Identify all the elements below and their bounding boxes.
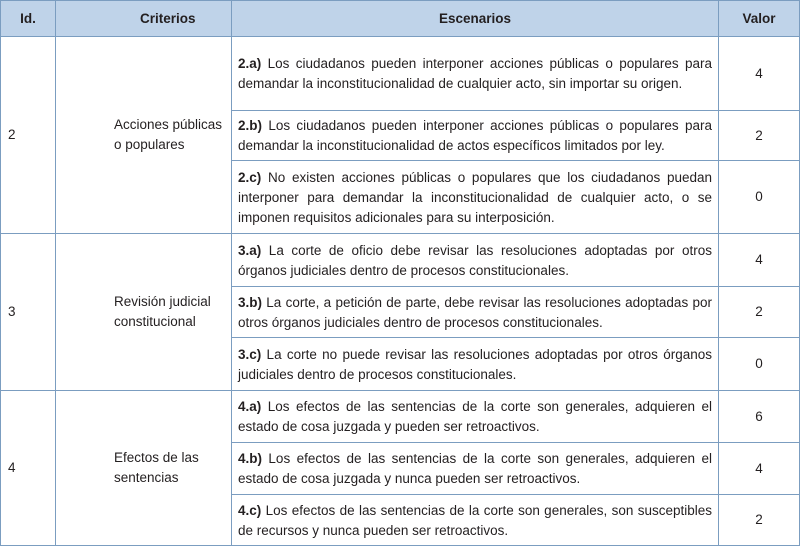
scenario-code: 3.b) xyxy=(238,294,263,310)
scenario-cell xyxy=(232,338,719,391)
scenario-code: 3.c) xyxy=(238,346,262,362)
value-cell: 4 xyxy=(719,234,800,287)
scenario-text: Los ciudadanos pueden interponer acciones públicas o populares para demandar la inconstitucionalidad de cualquier acto, sin importar su origen. xyxy=(238,56,712,91)
scenario-code: 3.a) xyxy=(238,242,262,258)
value-cell: 2 xyxy=(719,495,800,546)
group-id-cell: 4 xyxy=(1,391,56,546)
scenario-text: Los efectos de las sentencias de la corte son generales, adquieren el estado de cosa juzgada y pueden ser retroactivos. xyxy=(238,399,712,434)
scenario-text: La corte, a petición de parte, debe revisar las resoluciones adoptadas por otros órganos judiciales dentro de procesos constitucionales. xyxy=(238,294,712,330)
scenario-cell xyxy=(232,234,719,287)
scenario-code: 4.a) xyxy=(238,399,262,414)
header-row xyxy=(1,1,800,37)
scenario-text: La corte no puede revisar las resoluciones adoptadas por otros órganos judiciales dentro de procesos constitucionales. xyxy=(238,346,712,382)
table-row xyxy=(1,234,800,287)
scenario-text: La corte de oficio debe revisar las resoluciones adoptadas por otros órganos judiciales dentro de procesos constitucionales. xyxy=(238,242,712,278)
scenario-cell xyxy=(232,391,719,443)
criterio-cell: Revisión judicial constitucional xyxy=(56,234,232,391)
value-cell: 6 xyxy=(719,391,800,443)
value-cell: 2 xyxy=(719,287,800,338)
criterio-cell: Efectos de las sentencias xyxy=(56,391,232,546)
scenario-text: Los efectos de las sentencias de la corte son generales, adquieren el estado de cosa juzgada y nunca pueden ser retroactivos. xyxy=(238,451,712,486)
header-id: Id. xyxy=(1,1,56,37)
scenario-cell xyxy=(232,161,719,234)
header-valor: Valor xyxy=(719,1,800,37)
scenario-cell xyxy=(232,495,719,546)
value-cell: 0 xyxy=(719,161,800,234)
scenario-cell xyxy=(232,443,719,495)
value-cell: 4 xyxy=(719,443,800,495)
group-id-cell: 2 xyxy=(1,37,56,234)
value-cell: 2 xyxy=(719,111,800,161)
group-id-cell: 3 xyxy=(1,234,56,391)
value-cell: 4 xyxy=(719,37,800,111)
scenario-text: Los efectos de las sentencias de la corte son generales, son susceptibles de recursos y nunca pueden ser retroactivos. xyxy=(238,502,712,538)
table-row xyxy=(1,37,800,111)
scenario-text: Los ciudadanos pueden interponer acciones públicas o populares para demandar la inconstitucionalidad de actos específicos limitados por ley. xyxy=(238,118,712,153)
scenario-cell xyxy=(232,37,719,111)
scenario-cell xyxy=(232,287,719,338)
criterio-cell: Acciones públicas o populares xyxy=(56,37,232,234)
scenario-code: 2.c) xyxy=(238,169,262,185)
scenario-code: 4.b) xyxy=(238,451,263,466)
scenario-code: 4.c) xyxy=(238,502,262,518)
scenario-code: 2.b) xyxy=(238,118,263,133)
table-row xyxy=(1,391,800,443)
value-cell: 0 xyxy=(719,338,800,391)
scenario-code: 2.a) xyxy=(238,56,262,71)
header-escenarios: Escenarios xyxy=(232,1,719,37)
scenario-cell xyxy=(232,111,719,161)
header-criterios: Criterios xyxy=(56,1,232,37)
scenario-text: No existen acciones públicas o populares que los ciudadanos puedan interponer para demandar la inconstitucionalidad de cualquier acto, o se imponen requisitos adicionales para su interposición. xyxy=(238,169,712,225)
